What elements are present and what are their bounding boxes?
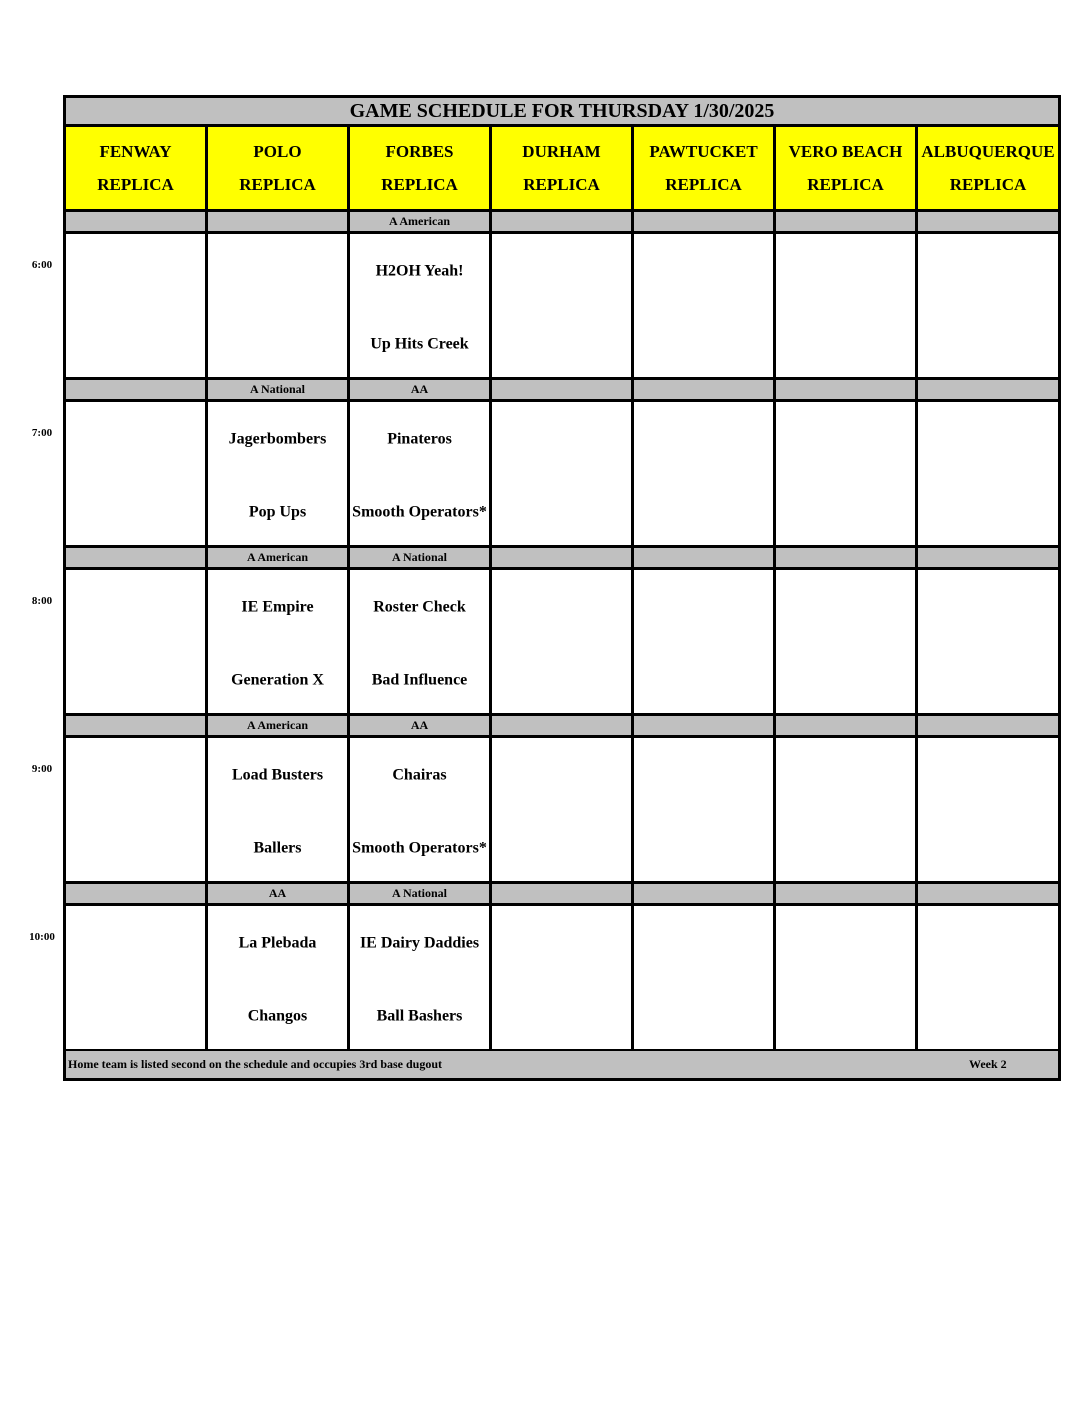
field-header bbox=[66, 127, 208, 212]
division-label bbox=[492, 212, 634, 234]
home-team: Ball Bashers bbox=[376, 1007, 463, 1025]
away-team: La Plebada bbox=[238, 934, 317, 952]
division-label bbox=[66, 548, 208, 570]
home-team: Smooth Operators* bbox=[352, 839, 487, 857]
schedule-title: GAME SCHEDULE FOR THURSDAY 1/30/2025 bbox=[66, 98, 1058, 127]
away-team: Chairas bbox=[392, 766, 447, 784]
division-label: AA bbox=[350, 716, 492, 738]
field-header bbox=[350, 127, 492, 212]
field-header bbox=[776, 127, 918, 212]
division-label bbox=[634, 212, 776, 234]
game-cell bbox=[492, 570, 634, 716]
field-subtitle: REPLICA bbox=[523, 175, 600, 194]
division-label bbox=[66, 380, 208, 402]
game-cell bbox=[208, 738, 350, 884]
division-label bbox=[918, 212, 1058, 234]
game-cell bbox=[776, 570, 918, 716]
field-header bbox=[634, 127, 776, 212]
game-cell bbox=[918, 402, 1058, 548]
time-label: 6:00 bbox=[31, 259, 53, 271]
away-team: Load Busters bbox=[231, 766, 324, 784]
field-subtitle: REPLICA bbox=[665, 175, 742, 194]
time-label: 9:00 bbox=[31, 763, 53, 775]
division-label bbox=[776, 380, 918, 402]
division-label bbox=[492, 548, 634, 570]
game-cell bbox=[918, 738, 1058, 884]
division-label bbox=[634, 716, 776, 738]
away-team: IE Dairy Daddies bbox=[359, 934, 480, 952]
away-team: Pinateros bbox=[387, 430, 452, 448]
division-label bbox=[66, 716, 208, 738]
field-name: FORBES bbox=[385, 142, 454, 161]
away-team: H2OH Yeah! bbox=[375, 262, 464, 280]
home-team: Changos bbox=[247, 1007, 308, 1025]
field-subtitle: REPLICA bbox=[239, 175, 316, 194]
game-cell bbox=[492, 402, 634, 548]
field-header bbox=[492, 127, 634, 212]
schedule-footer bbox=[66, 1051, 1058, 1078]
division-label bbox=[634, 884, 776, 906]
game-cell bbox=[66, 906, 208, 1052]
division-label bbox=[918, 380, 1058, 402]
division-label: A American bbox=[208, 716, 350, 738]
game-cell bbox=[208, 402, 350, 548]
game-cell bbox=[208, 234, 350, 380]
game-cell bbox=[634, 906, 776, 1052]
game-cell bbox=[66, 234, 208, 380]
field-name: ALBUQUERQUE bbox=[921, 142, 1055, 161]
field-subtitle: REPLICA bbox=[381, 175, 458, 194]
division-label: A National bbox=[350, 548, 492, 570]
division-label: AA bbox=[208, 884, 350, 906]
game-cell bbox=[66, 570, 208, 716]
division-label bbox=[66, 212, 208, 234]
game-cell bbox=[350, 738, 492, 884]
field-subtitle: REPLICA bbox=[97, 175, 174, 194]
home-team: Up Hits Creek bbox=[370, 335, 469, 353]
game-cell bbox=[492, 738, 634, 884]
division-label bbox=[208, 212, 350, 234]
game-cell bbox=[918, 570, 1058, 716]
field-name: DURHAM bbox=[522, 142, 601, 161]
home-team: Ballers bbox=[253, 839, 302, 857]
field-name: POLO bbox=[253, 142, 302, 161]
game-cell bbox=[776, 234, 918, 380]
division-label bbox=[918, 716, 1058, 738]
field-subtitle: REPLICA bbox=[949, 175, 1027, 194]
game-cell bbox=[634, 738, 776, 884]
field-name: VERO BEACH bbox=[788, 142, 903, 161]
schedule-table bbox=[63, 95, 1061, 1081]
division-label bbox=[918, 548, 1058, 570]
game-cell bbox=[350, 906, 492, 1052]
division-label bbox=[634, 548, 776, 570]
division-label bbox=[492, 380, 634, 402]
division-label bbox=[66, 884, 208, 906]
division-label bbox=[776, 548, 918, 570]
game-cell bbox=[918, 906, 1058, 1052]
game-cell bbox=[350, 402, 492, 548]
division-label bbox=[776, 212, 918, 234]
division-label bbox=[918, 884, 1058, 906]
home-team: Generation X bbox=[231, 671, 324, 689]
division-label bbox=[776, 716, 918, 738]
field-name: PAWTUCKET bbox=[649, 142, 758, 161]
division-label: A National bbox=[208, 380, 350, 402]
game-cell bbox=[66, 402, 208, 548]
field-header bbox=[918, 127, 1058, 212]
division-label bbox=[492, 884, 634, 906]
game-cell bbox=[776, 906, 918, 1052]
game-cell bbox=[492, 906, 634, 1052]
game-cell bbox=[634, 570, 776, 716]
game-cell bbox=[208, 906, 350, 1052]
division-label: A American bbox=[350, 212, 492, 234]
field-header bbox=[208, 127, 350, 212]
game-cell bbox=[776, 738, 918, 884]
game-cell bbox=[918, 234, 1058, 380]
field-name: FENWAY bbox=[99, 142, 172, 161]
home-team-note: Home team is listed second on the schedule and occupies 3rd base dugout bbox=[68, 1057, 443, 1071]
game-cell bbox=[634, 234, 776, 380]
away-team: Roster Check bbox=[373, 598, 466, 616]
home-team: Smooth Operators* bbox=[352, 503, 487, 521]
week-label: Week 2 bbox=[969, 1057, 1007, 1071]
division-label bbox=[776, 884, 918, 906]
game-cell bbox=[350, 234, 492, 380]
division-label: AA bbox=[350, 380, 492, 402]
time-label: 7:00 bbox=[31, 427, 53, 439]
game-cell bbox=[776, 402, 918, 548]
game-cell bbox=[208, 570, 350, 716]
division-label: A National bbox=[350, 884, 492, 906]
time-label: 10:00 bbox=[29, 931, 55, 943]
away-team: Jagerbombers bbox=[228, 430, 327, 448]
home-team: Bad Influence bbox=[371, 671, 468, 689]
division-label: A American bbox=[208, 548, 350, 570]
time-label: 8:00 bbox=[31, 595, 53, 607]
home-team: Pop Ups bbox=[248, 503, 307, 521]
division-label bbox=[634, 380, 776, 402]
game-cell bbox=[350, 570, 492, 716]
game-cell bbox=[492, 234, 634, 380]
field-subtitle: REPLICA bbox=[807, 175, 884, 194]
division-label bbox=[492, 716, 634, 738]
game-cell bbox=[66, 738, 208, 884]
game-cell bbox=[634, 402, 776, 548]
away-team: IE Empire bbox=[241, 598, 314, 616]
